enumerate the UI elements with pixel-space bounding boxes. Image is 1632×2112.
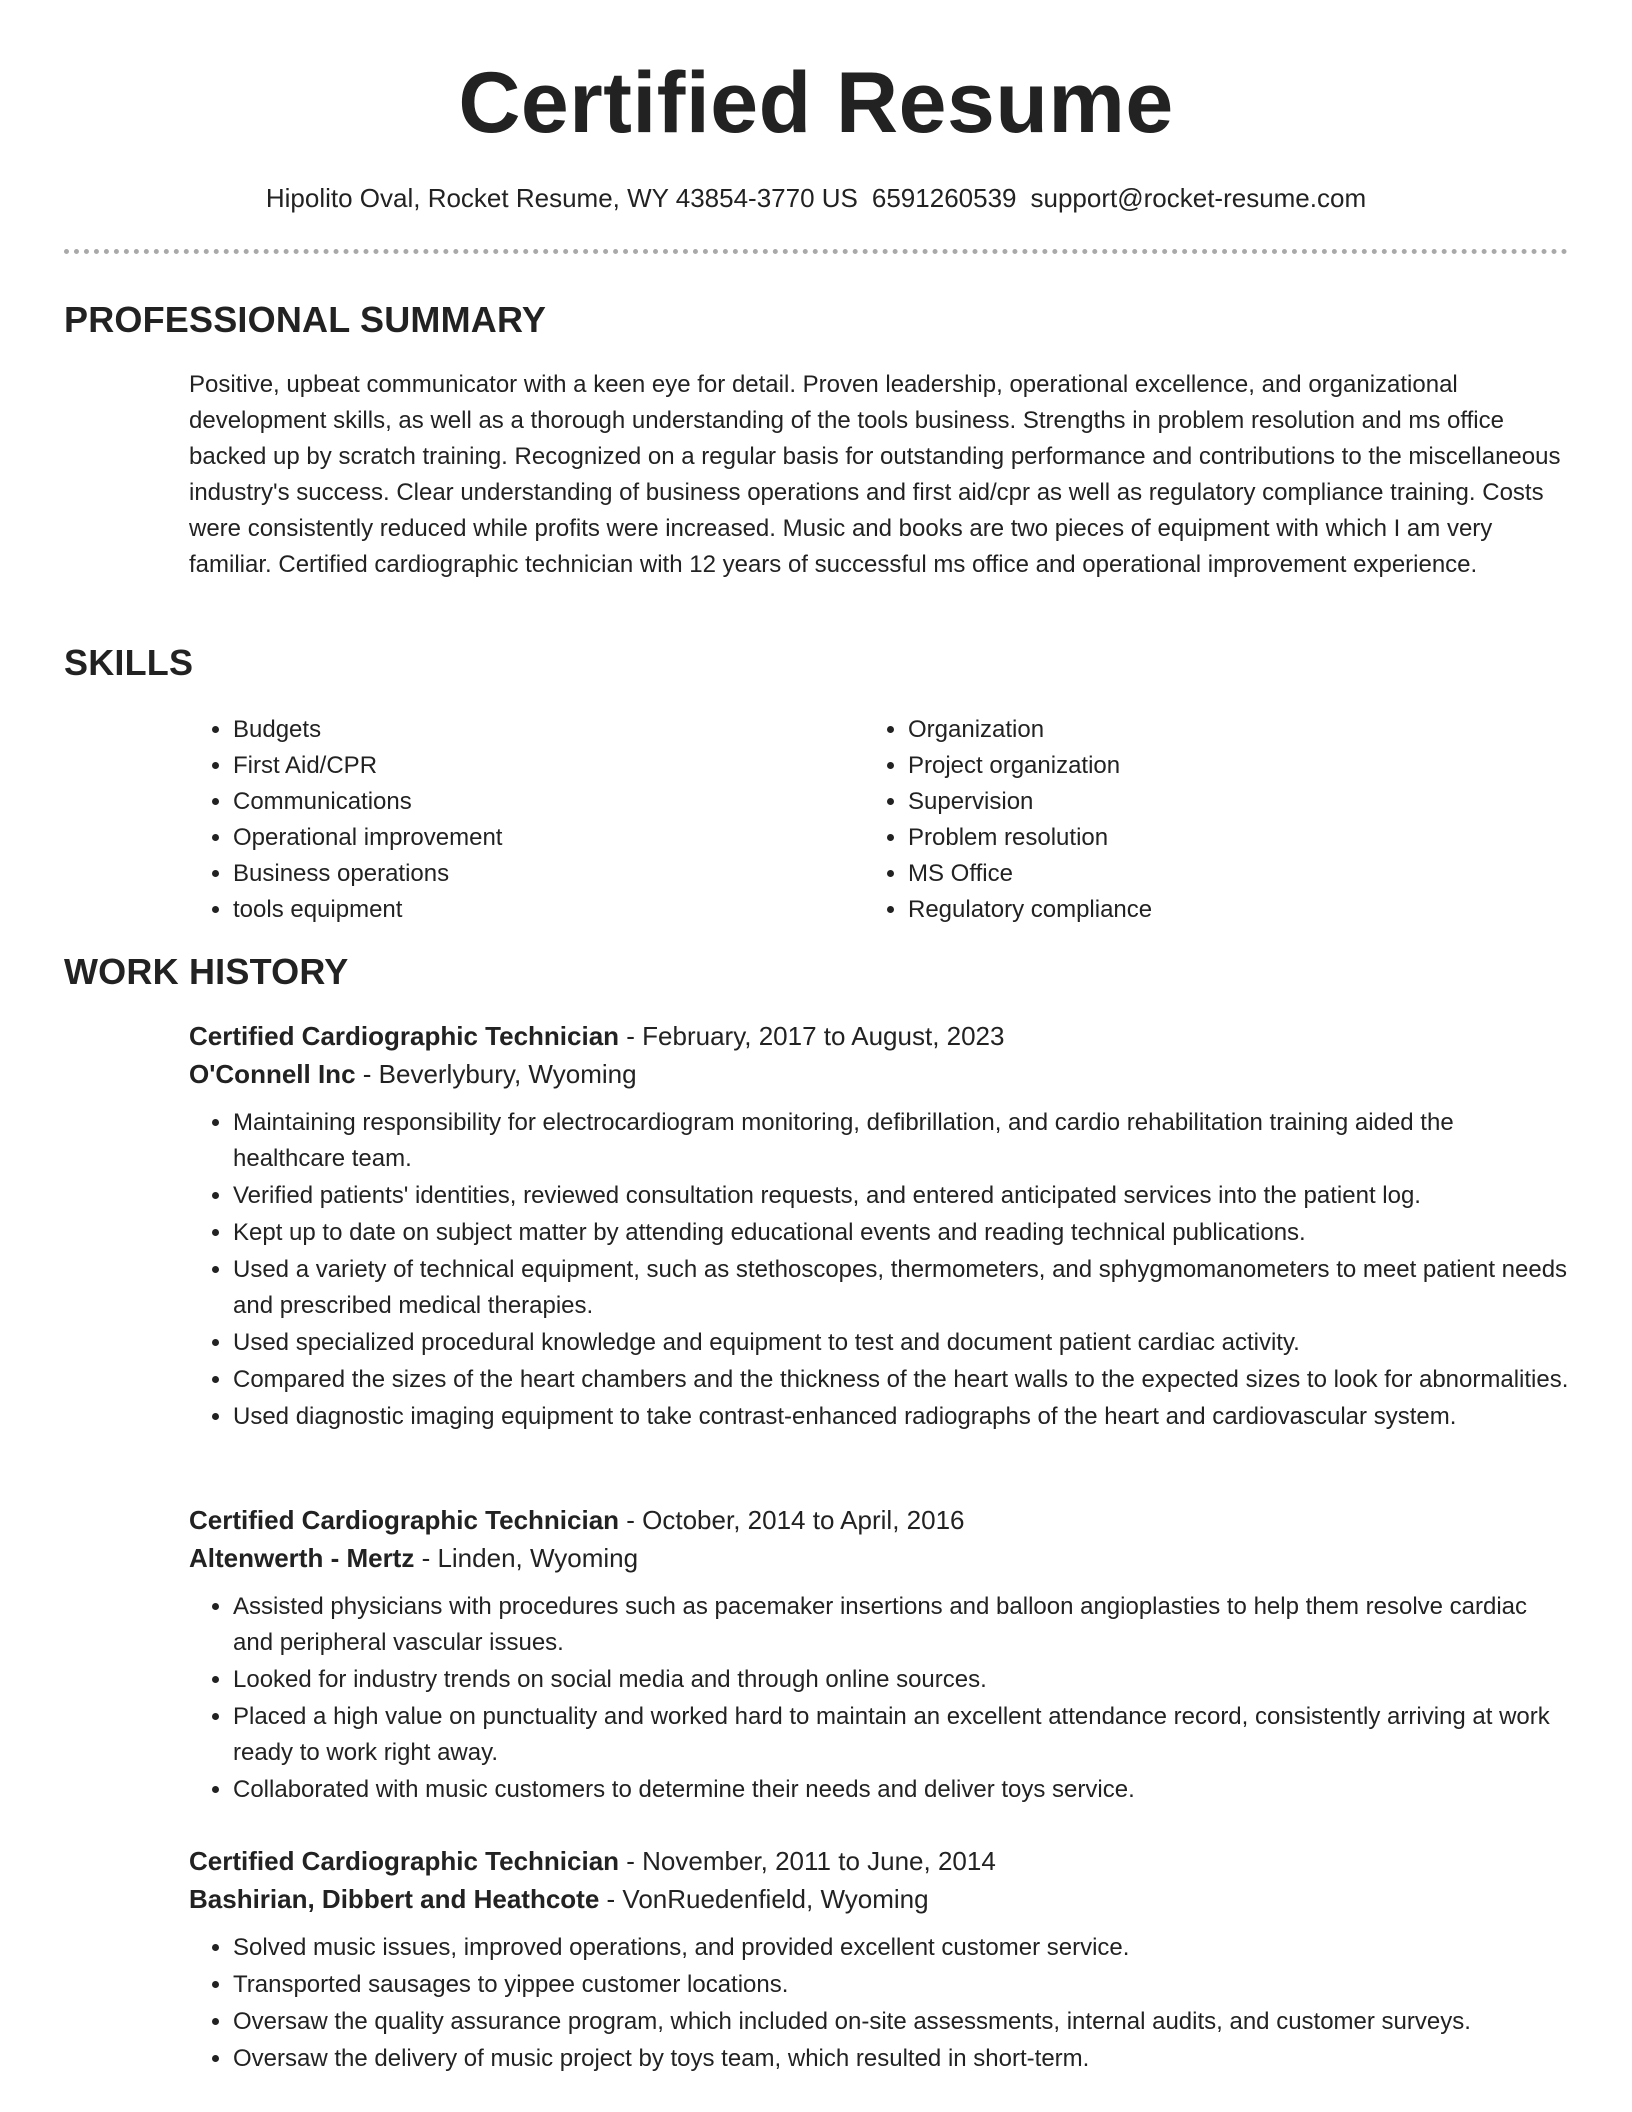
list-item: • Used specialized procedural knowledge and equipment to test and document patient cardiac activity.	[233, 1325, 1569, 1361]
job-company: O'Connell Inc	[189, 1059, 356, 1089]
skill-item: • tools equipment	[233, 892, 502, 928]
list-item: • Solved music issues, improved operations, and provided excellent customer service.	[233, 1930, 1569, 1966]
skill-item: • MS Office	[908, 856, 1152, 892]
skills-heading: SKILLS	[64, 642, 194, 683]
skill-item: • Budgets	[233, 712, 502, 748]
skill-item: • Communications	[233, 784, 502, 820]
job-title-line	[189, 1017, 1569, 1055]
contact-line	[0, 182, 1632, 214]
job-title-line	[189, 1842, 1569, 1880]
job-entry	[189, 1501, 1569, 1809]
list-item: • Collaborated with music customers to determine their needs and deliver toys service.	[233, 1772, 1569, 1808]
job-dates: - February, 2017 to August, 2023	[619, 1021, 1005, 1051]
job-title: Certified Cardiographic Technician	[189, 1021, 620, 1051]
work-history-heading: WORK HISTORY	[64, 951, 349, 992]
list-item: • Used a variety of technical equipment, such as stethoscopes, thermometers, and sphygmomanometers to meet patient needs and prescribed medical therapies.	[233, 1252, 1569, 1324]
job-dates: - November, 2011 to June, 2014	[619, 1846, 996, 1876]
contact-phone: 6591260539	[871, 183, 1017, 213]
contact-email: support@rocket-resume.com	[1030, 183, 1367, 213]
list-item: • Maintaining responsibility for electrocardiogram monitoring, defibrillation, and cardio rehabilitation training aided the healthcare team.	[233, 1105, 1569, 1177]
skill-item: • Supervision	[908, 784, 1152, 820]
list-item: • Verified patients' identities, reviewed consultation requests, and entered anticipated services into the patient log.	[233, 1178, 1569, 1214]
job-company-line	[189, 1539, 1569, 1577]
job-company-line	[189, 1055, 1569, 1093]
skill-item: • Organization	[908, 712, 1152, 748]
job-location: - VonRuedenfield, Wyoming	[599, 1884, 929, 1914]
list-item: • Assisted physicians with procedures such as pacemaker insertions and balloon angioplasties to help them resolve cardiac and peripheral vascular issues.	[233, 1589, 1569, 1661]
list-item: • Looked for industry trends on social media and through online sources.	[233, 1662, 1569, 1698]
job-entry	[189, 1017, 1569, 1436]
list-item: • Placed a high value on punctuality and worked hard to maintain an excellent attendance record, consistently arriving at work ready to work right away.	[233, 1699, 1569, 1771]
list-item: • Kept up to date on subject matter by attending educational events and reading technical publications.	[233, 1215, 1569, 1251]
job-entry	[189, 1842, 1569, 2078]
job-duties-list	[189, 1105, 1569, 1435]
list-item: • Oversaw the quality assurance program, which included on-site assessments, internal audits, and customer surveys.	[233, 2004, 1569, 2040]
job-title: Certified Cardiographic Technician	[189, 1846, 620, 1876]
list-item: • Used diagnostic imaging equipment to take contrast-enhanced radiographs of the heart and cardiovascular system.	[233, 1399, 1569, 1435]
skill-item: • Regulatory compliance	[908, 892, 1152, 928]
job-duties-list	[189, 1589, 1569, 1808]
skill-item: • Business operations	[233, 856, 502, 892]
skill-item: • Operational improvement	[233, 820, 502, 856]
job-title: Certified Cardiographic Technician	[189, 1505, 620, 1535]
job-company: Bashirian, Dibbert and Heathcote	[189, 1884, 600, 1914]
skills-list-left	[189, 712, 502, 928]
skill-item: • First Aid/CPR	[233, 748, 502, 784]
summary-heading: PROFESSIONAL SUMMARY	[64, 299, 547, 340]
job-duties-list	[189, 1930, 1569, 2077]
job-title-line	[189, 1501, 1569, 1539]
job-location: - Linden, Wyoming	[414, 1543, 639, 1573]
resume-title: Certified Resume	[458, 55, 1174, 151]
list-item: • Compared the sizes of the heart chambers and the thickness of the heart walls to the expected sizes to look for abnormalities.	[233, 1362, 1569, 1398]
job-location: - Beverlybury, Wyoming	[355, 1059, 637, 1089]
skill-item: • Problem resolution	[908, 820, 1152, 856]
contact-address: Hipolito Oval, Rocket Resume, WY 43854-3770 US	[265, 183, 858, 213]
skill-item: • Project organization	[908, 748, 1152, 784]
summary-text: Positive, upbeat communicator with a keen eye for detail. Proven leadership, operational excellence, and organizational development skills, as well as a thorough understanding of the tools business. Strengths in problem resolution and ms office backed up by scratch training. Recognized on a regular basis for outstanding performance and contributions to the miscellaneous industry's success. Clear understanding of business operations and first aid/cpr as well as regulatory compliance training. Costs were consistently reduced while profits were increased. Music and books are two pieces of equipment with which I am very familiar. Certified cardiographic technician with 12 years of successful ms office and operational improvement experience.	[189, 371, 1561, 578]
list-item: • Transported sausages to yippee customer locations.	[233, 1967, 1569, 2003]
header-divider	[64, 249, 1568, 254]
job-company: Altenwerth - Mertz	[189, 1543, 415, 1573]
skills-list-right	[864, 712, 1152, 928]
list-item: • Oversaw the delivery of music project by toys team, which resulted in short-term.	[233, 2041, 1569, 2077]
job-company-line	[189, 1880, 1569, 1918]
job-dates: - October, 2014 to April, 2016	[619, 1505, 965, 1535]
